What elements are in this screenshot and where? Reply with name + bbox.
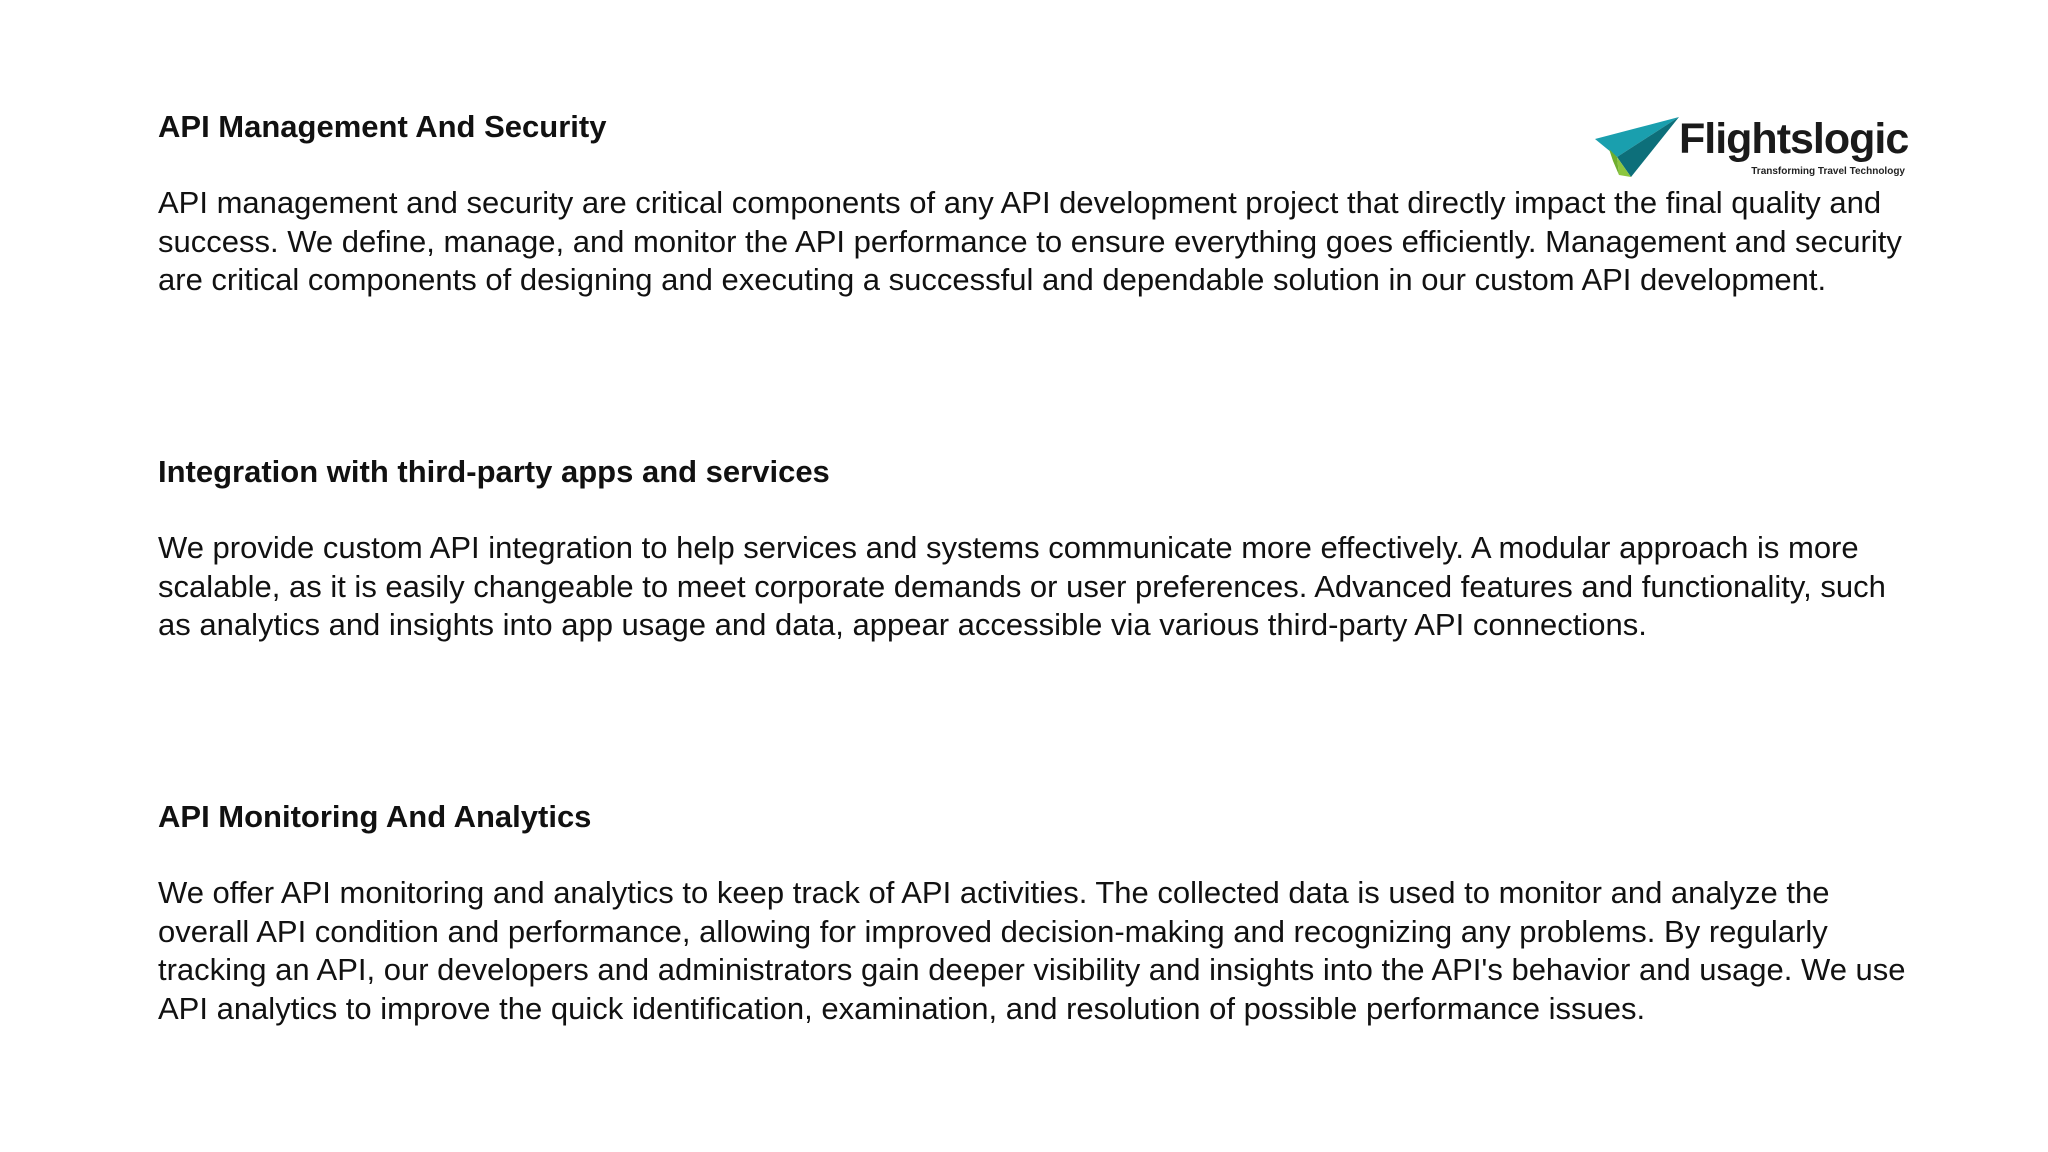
logo-tagline: Transforming Travel Technology bbox=[1751, 166, 1905, 177]
section-heading: Integration with third-party apps and services bbox=[158, 454, 830, 489]
section-body: We provide custom API integration to help services and systems communicate more effectively. A modular approach is more scalable, as it is easily changeable to meet corporate demands or user preferences. Advanced features and functionality, such as analytics and insights into app usage and data, appear accessible via various third-party API connections. bbox=[158, 530, 1886, 642]
section-heading: API Management And Security bbox=[158, 109, 607, 144]
logo-name: Flightslogic bbox=[1679, 115, 1909, 163]
section-body: API management and security are critical components of any API development project that directly impact the final quality and success. We define, manage, and monitor the API performance to ensure everything goes efficiently. Management and security are critical components of designing and executing a successful and dependable solution in our custom API development. bbox=[158, 185, 1902, 297]
section-api-monitoring-analytics bbox=[158, 798, 1908, 1028]
section-third-party-integration bbox=[158, 453, 1908, 645]
section-api-management-security bbox=[158, 108, 1908, 300]
section-body: We offer API monitoring and analytics to keep track of API activities. The collected data is used to monitor and analyze the overall API condition and performance, allowing for improved decision-making and recognizing any problems. By regularly tracking an API, our developers and administrators gain deeper visibility and insights into the API's behavior and usage. We use API analytics to improve the quick identification, examination, and resolution of possible performance issues. bbox=[158, 875, 1906, 1026]
section-heading: API Monitoring And Analytics bbox=[158, 799, 592, 834]
